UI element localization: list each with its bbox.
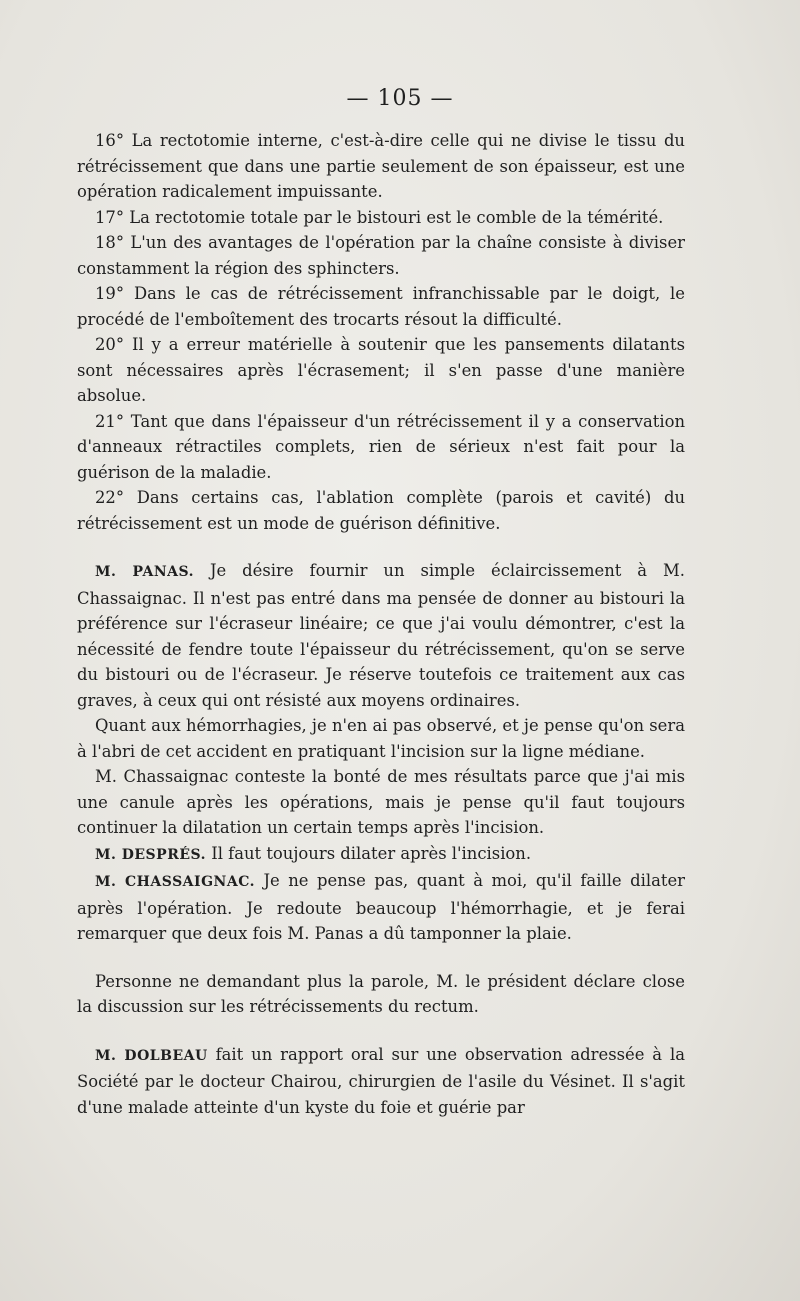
page-body — [77, 128, 685, 1120]
item-text: La rectotomie totale par le bistouri est le comble de la témérité. — [129, 207, 664, 227]
conclusion-22 — [77, 485, 685, 536]
closing-text: Personne ne demandant plus la parole, M. le président déclare close la discussion sur les rétrécissements du rectum. — [77, 971, 685, 1016]
speech-text: M. Chassaignac conteste la bonté de mes résultats parce que j'ai mis une canule après les opérations, mais je pense qu'il faut toujours continuer la dilatation un certain temps après l'incision. — [77, 767, 685, 837]
chassaignac-paragraph — [77, 868, 685, 947]
speech-text: Je désire fournir un simple éclaircissement à M. Chassaignac. Il n'est pas entré dans ma pensée de donner au bistouri la préférence sur l'écraseur linéaire; ce que j'ai voulu démontrer, c'est la nécessité de fendre toute l'épaisseur du rétrécissement, qu'on se serve du bistouri ou de l'écraseur. Je réserve toutefois ce traitement aux cas graves, à ceux qui ont résisté aux moyens ordinaires. — [77, 561, 685, 710]
item-number: 21° — [95, 411, 125, 431]
speaker-name: M. CHASSAIGNAC. — [95, 874, 255, 890]
item-text: Il y a erreur matérielle à soutenir que les pansements dilatants sont nécessaires après l'écrasement; il s'en passe d'une manière absolue. — [77, 335, 685, 405]
item-number: 22° — [95, 488, 125, 507]
speech-text: Quant aux hémorrhagies, je n'en ai pas observé, et je pense qu'on sera à l'abri de cet accident en pratiquant l'incision sur la ligne médiane. — [77, 716, 685, 761]
conclusion-21 — [77, 409, 685, 486]
despres-paragraph — [77, 841, 685, 869]
item-number: 18° — [95, 233, 125, 252]
section-gap — [77, 947, 685, 969]
closing-paragraph — [77, 969, 685, 1020]
page-number: — 105 — — [346, 86, 454, 111]
section-gap — [77, 536, 685, 558]
conclusion-20 — [77, 332, 685, 409]
item-number: 20° — [95, 335, 125, 354]
item-number: 19° — [95, 284, 125, 303]
item-text: Dans le cas de rétrécissement infranchissable par le doigt, le procédé de l'emboîtement des trocarts résout la difficulté. — [77, 284, 685, 329]
panas-paragraph — [77, 558, 685, 713]
speech-text: Il faut toujours dilater après l'incision. — [211, 843, 532, 863]
conclusion-16 — [77, 128, 685, 205]
dolbeau-paragraph — [77, 1042, 685, 1121]
conclusion-19 — [77, 281, 685, 332]
speaker-name: M. PANAS. — [95, 564, 194, 580]
speaker-name: M. DESPRÉS. — [95, 846, 206, 863]
conclusion-17 — [77, 205, 685, 231]
speech-text: fait un rapport oral sur une observation adressée à la Société par le docteur Chairou, chirurgien de l'asile du Vésinet. Il s'agit d'une malade atteinte d'un kyste du foie et guérie par — [77, 1044, 685, 1117]
conclusion-18 — [77, 230, 685, 281]
item-number: 17° — [95, 207, 125, 227]
panas-paragraph-3 — [77, 764, 685, 841]
item-text: L'un des avantages de l'opération par la chaîne consiste à diviser constamment la région des sphincters. — [77, 233, 685, 278]
item-text: Tant que dans l'épaisseur d'un rétrécissement il y a conservation d'anneaux rétractiles complets, rien de sérieux n'est fait pour la guérison de la maladie. — [77, 411, 686, 482]
speaker-name: M. DOLBEAU — [95, 1047, 208, 1064]
section-gap — [77, 1020, 685, 1042]
speech-text: Je ne pense pas, quant à moi, qu'il faille dilater après l'opération. Je redoute beaucoup l'hémorrhagie, et je ferai remarquer que deux fois M. Panas a dû tamponner la plaie. — [77, 871, 686, 943]
item-text: Dans certains cas, l'ablation complète (parois et cavité) du rétrécissement est un mode de guérison définitive. — [77, 488, 685, 533]
item-text: La rectotomie interne, c'est-à-dire celle qui ne divise le tissu du rétrécissement que dans une partie seulement de son épaisseur, est une opération radicalement impuissante. — [77, 131, 685, 201]
item-number: 16° — [95, 131, 125, 150]
panas-paragraph-2 — [77, 713, 685, 764]
